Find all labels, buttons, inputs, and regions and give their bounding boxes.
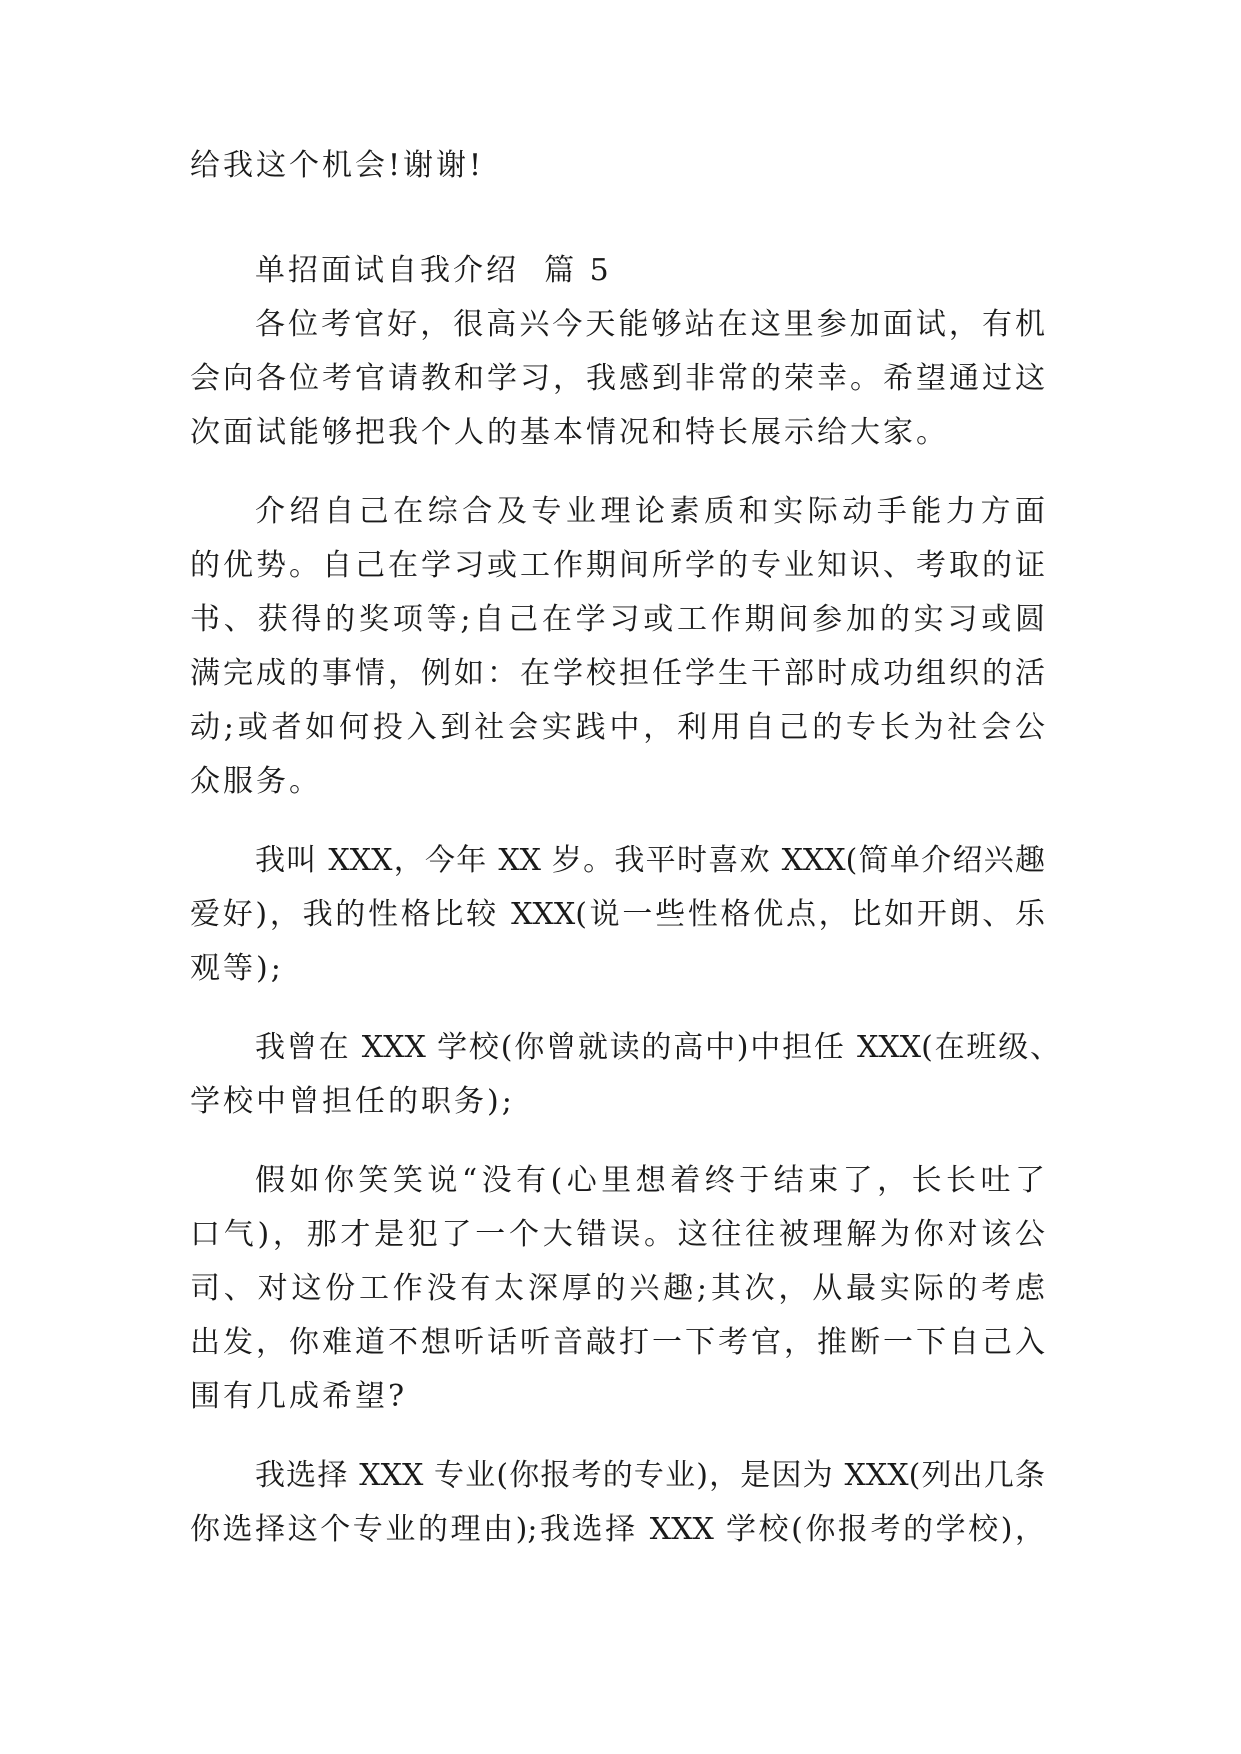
paragraph-line: 你选择这个专业的理由);我选择 XXX 学校(你报考的学校)，: [190, 1512, 1045, 1547]
paragraph-line: 满完成的事情，例如：在学校担任学生干部时成功组织的活: [190, 656, 1045, 691]
paragraph-line: 围有几成希望?: [190, 1379, 408, 1414]
paragraph-line: 我叫 XXX，今年 XX 岁。我平时喜欢 XXX(简单介绍兴趣: [255, 843, 1045, 878]
paragraph-line: 口气)，那才是犯了一个大错误。这往往被理解为你对该公: [190, 1217, 1045, 1252]
paragraph-line: 的优势。自己在学习或工作期间所学的专业知识、考取的证: [190, 548, 1045, 583]
paragraph-line: 观等);: [190, 951, 284, 986]
paragraph-line: 司、对这份工作没有太深厚的兴趣;其次，从最实际的考虑: [190, 1271, 1045, 1306]
paragraph-line: 会向各位考官请教和学习，我感到非常的荣幸。希望通过这: [190, 361, 1045, 396]
paragraph-line: 我选择 XXX 专业(你报考的专业)，是因为 XXX(列出几条: [255, 1458, 1045, 1493]
paragraph-line: 动;或者如何投入到社会实践中，利用自己的专长为社会公: [190, 710, 1045, 745]
paragraph-line: 书、获得的奖项等;自己在学习或工作期间参加的实习或圆: [190, 602, 1045, 637]
paragraph-line: 次面试能够把我个人的基本情况和特长展示给大家。: [190, 415, 949, 450]
paragraph-line: 学校中曾担任的职务);: [190, 1084, 515, 1119]
paragraph-line: 介绍自己在综合及专业理论素质和实际动手能力方面: [255, 494, 1045, 529]
paragraph-line: 众服务。: [190, 764, 322, 799]
closing-line: 给我这个机会!谢谢!: [190, 148, 485, 183]
paragraph-line: 出发，你难道不想听话听音敲打一下考官，推断一下自己入: [190, 1325, 1045, 1360]
paragraph-line: 假如你笑笑说“没有(心里想着终于结束了，长长吐了: [255, 1163, 1045, 1198]
section-title: 单招面试自我介绍 篇 5: [255, 253, 612, 288]
paragraph-line: 爱好)，我的性格比较 XXX(说一些性格优点，比如开朗、乐: [190, 897, 1045, 932]
paragraph-line: 我曾在 XXX 学校(你曾就读的高中)中担任 XXX(在班级、: [255, 1030, 1060, 1065]
paragraph-line: 各位考官好，很高兴今天能够站在这里参加面试，有机: [255, 307, 1045, 342]
